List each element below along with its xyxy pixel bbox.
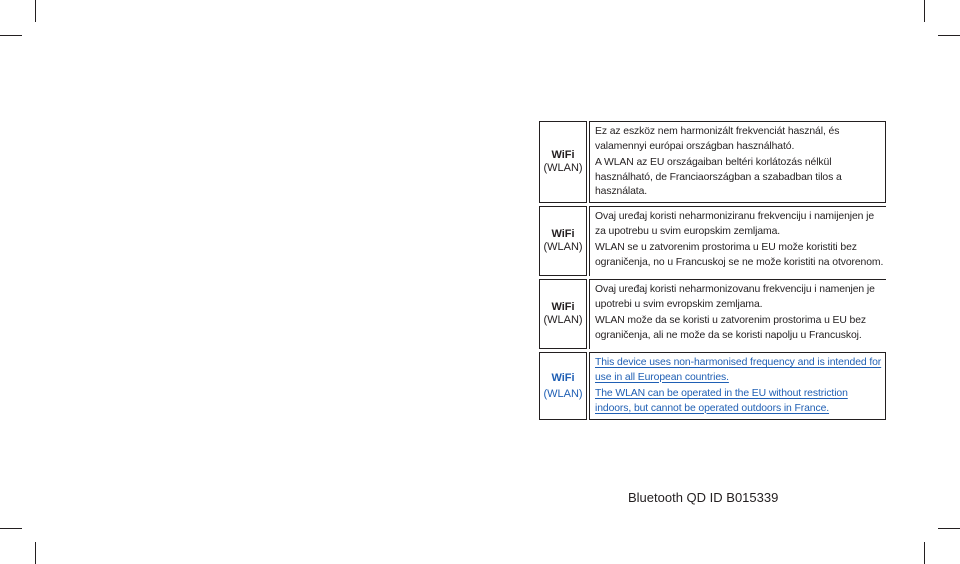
crop-mark-bottom-right (924, 542, 925, 564)
notice-paragraph: A WLAN az EU országaiban beltéri korlátozás nélkül használható, de Franciaországban a szabadban tilos a használata. (595, 157, 842, 197)
crop-mark-top-right-h (938, 35, 960, 36)
crop-mark-bottom-right-h (938, 528, 960, 529)
crop-mark-bottom-left (35, 542, 36, 564)
wlan-label: (WLAN) (543, 387, 583, 400)
wlan-label: (WLAN) (543, 314, 583, 326)
wifi-label-cell (539, 352, 587, 420)
notice-row-hungarian (539, 121, 886, 203)
notice-paragraph: WLAN se u zatvorenim prostorima u EU može koristiti bez ograničenja, no u Francuskoj se ne može koristiti na otvorenom. (595, 242, 884, 268)
wifi-label-cell (539, 206, 587, 276)
notice-row-croatian (539, 206, 886, 276)
notice-text-cell (589, 352, 886, 420)
crop-mark-bottom-left-h (0, 528, 22, 529)
wlan-label: (WLAN) (543, 162, 583, 174)
notice-paragraph: Ez az eszköz nem harmonizált frekvenciát használ, és valamennyi európai országban használható. (595, 126, 840, 152)
notice-text-cell (589, 279, 886, 349)
wifi-label: WiFi (551, 228, 575, 240)
bluetooth-qd-id: Bluetooth QD ID B015339 (628, 490, 779, 505)
notice-paragraph: The WLAN can be operated in the EU without restriction indoors, but cannot be operated outdoors in France. (595, 388, 848, 414)
notice-paragraph: Ovaj uređaj koristi neharmoniziranu frekvenciju i namijenjen je za upotrebu u svim europskim zemljama. (595, 211, 875, 237)
wifi-label: WiFi (551, 371, 575, 384)
crop-mark-top-left-h (0, 35, 22, 36)
crop-mark-top-left (35, 0, 36, 22)
notice-paragraph: Ovaj uređaj koristi neharmonizovanu frekvenciju i namenjen je upotrebi u svim evropskim zemljama. (595, 284, 875, 310)
notice-row-serbian (539, 279, 886, 349)
wifi-label: WiFi (551, 301, 575, 313)
notice-paragraph: WLAN može da se koristi u zatvorenim prostorima u EU bez ograničenja, ali ne može da se koristi napolju u Francuskoj. (595, 315, 867, 341)
wifi-label-cell (539, 121, 587, 203)
notice-text-cell (589, 121, 886, 203)
wifi-label-cell (539, 279, 587, 349)
notice-paragraph: This device uses non-harmonised frequency and is intended for use in all European countries. (595, 357, 882, 383)
wlan-label: (WLAN) (543, 241, 583, 253)
wifi-label: WiFi (551, 149, 575, 161)
notice-text-cell (589, 206, 886, 276)
notice-row-english (539, 352, 886, 420)
crop-mark-top-right (924, 0, 925, 22)
